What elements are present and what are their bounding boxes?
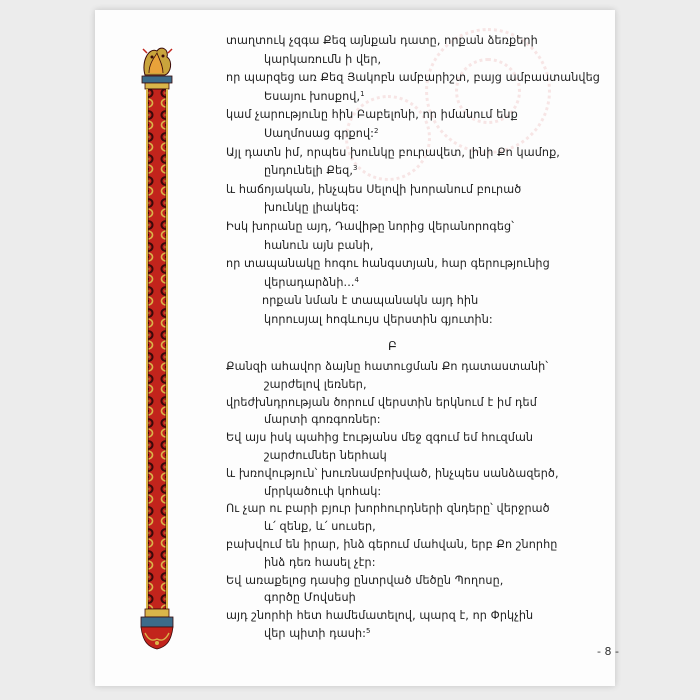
verse-line: մրրկածուփ կոհակ: bbox=[264, 484, 382, 498]
verse-line: ինձ դեռ հասել չէր: bbox=[264, 555, 376, 569]
verse-line: բախվում են իրար, ինձ գերում մահվան, երբ Քո շնորհը bbox=[226, 538, 558, 551]
footnote-ref: 2 bbox=[374, 127, 379, 135]
verse-line: վեր պիտի դասի:$^5$ bbox=[264, 627, 371, 640]
verse-line: և՛ զենք, և՛ սուսեր, bbox=[264, 520, 376, 534]
verse-line: կարկառումն ի վեր, bbox=[264, 52, 382, 66]
verse-line: որ տապանակը հոգու հանգստյան, հար գերությունից bbox=[226, 257, 550, 271]
verse-line: Եվ այս իսկ պահից էությանս մեջ զգում եմ հուզման bbox=[226, 431, 534, 445]
verse-line: Ու չար ու բարի բյուր խորհուրդների զնդերը՝ վերջրած bbox=[226, 502, 550, 516]
verse-line: հանուն այն բանի, bbox=[264, 238, 374, 252]
verse-line: ընդունելի Քեզ,$^3$ bbox=[264, 164, 358, 178]
footnote-ref: 3 bbox=[353, 164, 358, 173]
footnote-ref: 1 bbox=[360, 89, 365, 98]
verse-line: գործը Մովսեսի bbox=[264, 591, 356, 605]
verse-line: և հաճոյական, ինչպես Սելովի խորանում բուրած bbox=[226, 182, 522, 196]
verse-line: և խռովություն՝ խուռնամբոխված, ինչպես սանձազերծ, bbox=[226, 466, 559, 480]
verse-line: շարժելով լեռներ, bbox=[264, 377, 367, 391]
verse-line: Եսայու խոսքով,$^1$ bbox=[264, 89, 365, 103]
section-heading: Բ bbox=[388, 339, 397, 353]
verse-line: Եվ առաքելոց դասից ընտրված մեծըն Պողոսը, bbox=[226, 573, 504, 587]
verse-line: Սաղմոսաց գրքով:$^2$ bbox=[264, 127, 379, 140]
verse-line: կամ չարությունը հին Բաբելոնի, որ իմանում ենք bbox=[226, 108, 518, 122]
verse-line: Այլ դատն իմ, որպես խունկը բուրավետ, լինի Քո կամոք, bbox=[226, 145, 560, 159]
verse-line: այդ շնորհի հետ համեմատելով, պարզ է, որ Փրկչին bbox=[226, 609, 534, 623]
verse-line: Իսկ խորանը այդ, Դավիթը նորից վերանորոգեց՝ bbox=[226, 220, 514, 233]
verse-line: վերադարձնի...$^4$ bbox=[264, 275, 360, 289]
verse-line: շարժումներ ներհակ bbox=[264, 449, 387, 462]
verse-line: կորուսյալ հոգևույս վերստին գյուտին: bbox=[264, 313, 493, 326]
verse-line: խունկը լիակեզ: bbox=[264, 201, 360, 215]
verse-line: որ պարզեց առ Քեզ Յակոբն ամբարիշտ, բայց ամբաստանվեց bbox=[226, 71, 600, 85]
page-number: - 8 - bbox=[597, 645, 619, 658]
verse-line: վրեժխնդրության ծորում վերստին երկնում է իմ դեմ bbox=[226, 395, 537, 409]
footnote-ref: 4 bbox=[354, 275, 360, 284]
verse-line: Քանզի ահավոր ձայնը հատուցման Քո դատաստանի՝ bbox=[226, 360, 549, 373]
verse-line: որքան նման է տապանակն այդ հին bbox=[262, 294, 479, 308]
footnote-ref: 5 bbox=[366, 627, 371, 635]
verse-line: տաղտուկ չզգա Քեզ այնքան դատը, որքան ձեռքերի bbox=[226, 34, 538, 47]
verse-line: մարտի գոռգոռներ: bbox=[264, 413, 381, 427]
